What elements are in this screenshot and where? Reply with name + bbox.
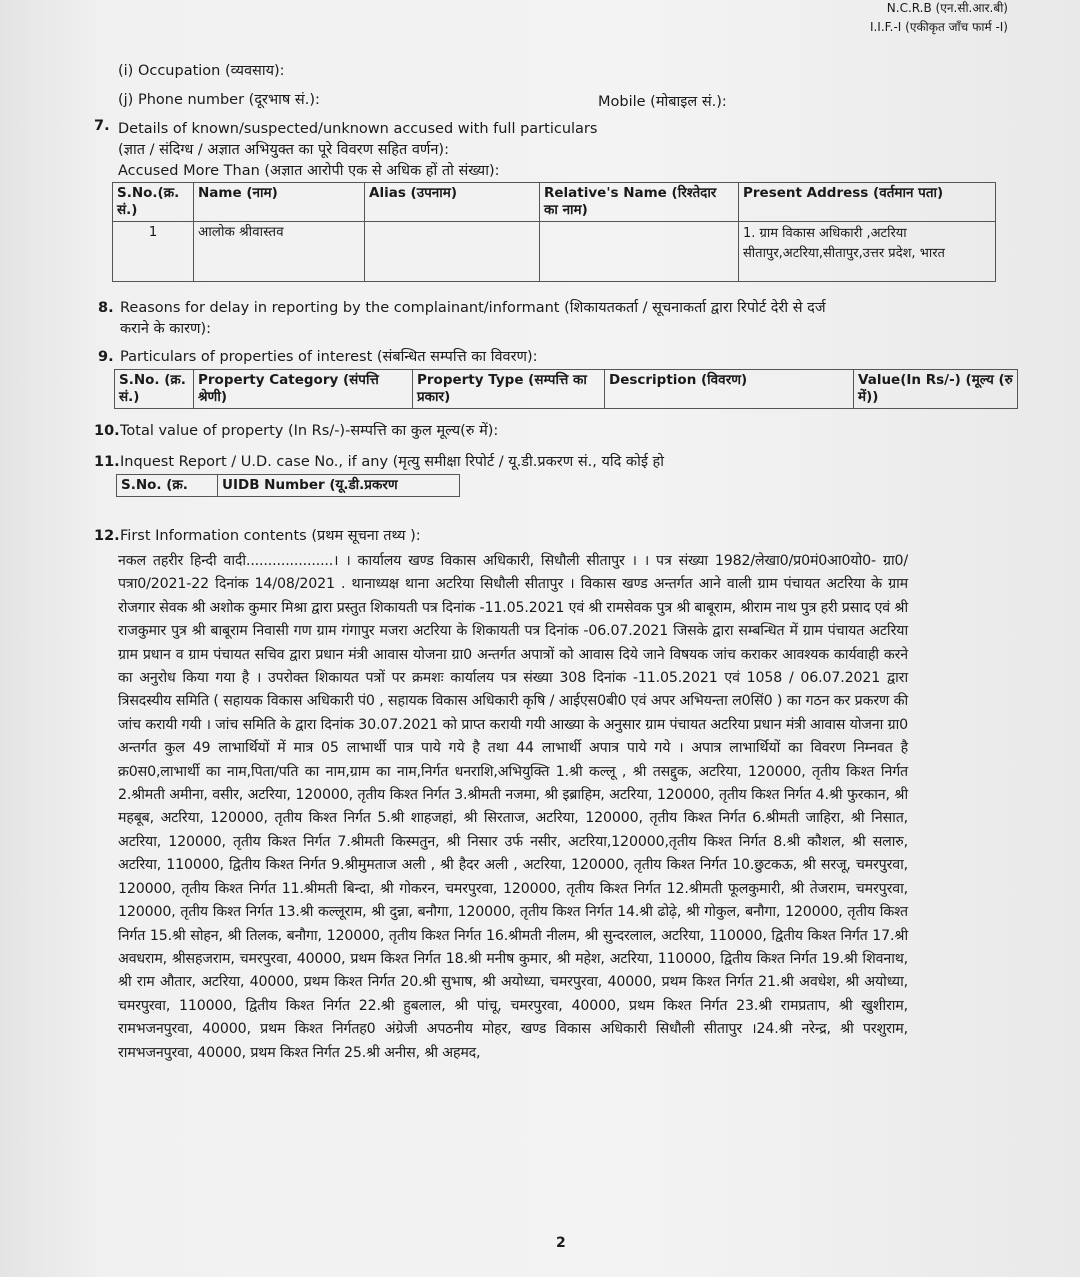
first-information-contents: नकल तहरीर हिन्दी वादी....................। । कार्यालय खण्ड विकास अधिकारी, सिधौली सीतापुर । । पत्र संख्या 1982/लेखा0/प्र0मं0आ0यो0- ग्रा0/पत्रा0/2021-22 दिनांक 14/08/2021 . थानाध्यक्ष थाना अटरिया सिधौली सीतापुर । विकास खण्ड अन्तर्गत आने वाली ग्राम पंचायत अटरिया के ग्राम रोजगार सेवक श्री अशोक कुमार मिश्रा द्वारा प्रस्तुत शिकायती पत्र दिनांक -11.05.2021 एवं श्री रामसेवक पुत्र श्री बाबूराम, श्रीराम नाथ पुत्र हरी प्रसाद एवं श्री राजकुमार पुत्र श्री बाबूराम निवासी गण ग्राम गंगापुर मजरा अटरिया के शिकायती पत्र दिनांक -06.07.2021 जिसके द्वारा सम्बन्धित में ग्राम पंचायत अटरिया ग्राम प्रधान व ग्राम पंचायत सचिव द्वारा प्रधान मंत्री आवास योजना ग्रा0 अन्तर्गत अपात्रों को आवास दिये जाने विषयक जांच कराकर आवश्यक कार्यवाही करने का अनुरोध किया गया है । उपरोक्त शिकायत पत्रों पर क्रमशः कार्यालय पत्र संख्या 308 दिनांक -11.05.2021 एवं 1058 / 06.07.2021 द्वारा त्रिसदस्यीय समिति ( सहायक विकास अधिकारी पं0 , सहायक विकास अधिकारी कृषि / आईएस0बी0 एवं अपर अभियन्ता ल0सिं0 ) का गठन कर प्रकरण की जांच करायी गयी । जांच समिति के द्वारा दिनांक 30.07.2021 को प्राप्त करायी गयी आख्या के अनुसार ग्राम पंचायत अटरिया प्रधान मंत्री आवास योजना ग्रा0 अन्तर्गत कुल 49 लाभार्थियों में मात्र 05 लाभार्थी पात्र पाये गये है तथा 44 लाभार्थी अपात्र पाये गये । अपात्र लाभार्थियों का विवरण निम्नवत है क्र0स0,लाभार्थी का नाम,पिता/पति का नाम,ग्राम का नाम,निर्गत धनराशि,अभियुक्ति 1.श्री कल्लू , श्री तसद्दुक, अटरिया, 120000, तृतीय किश्त निर्गत 2.श्रीमती अमीना, वसीर, अटरिया, 120000, तृतीय किश्त निर्गत 3.श्रीमती नजमा, श्री इब्राहिम, अटरिया, 120000, तृतीय किश्त निर्गत 4.श्री फुरकान, श्री महबूब, अटरिया, 120000, तृतीय किश्त निर्गत 5.श्री शाहजहां, श्री सिरताज, अटरिया, 120000, तृतीय किश्त निर्गत 6.श्रीमती जाहिरा, श्री निसात, अटरिया, 120000, तृतीय किश्त निर्गत 7.श्रीमती किस्मतुन, श्री निसार उर्फ नसीर, अटरिया,120000,तृतीय किश्त निर्गत 8.श्री कौशल, श्री सलारु, अटरिया, 110000, द्वितीय किश्त निर्गत 9.श्रीमुमताज अली , श्री हैदर अली , अटरिया, 120000, तृतीय किश्त निर्गत 10.छुटकऊ, श्री सरजू, चमरपुरवा, 120000, तृतीय किश्त निर्गत 11.श्रीमती बिन्दा, श्री गोकरन, चमरपुरवा, 120000, तृतीय किश्त निर्गत 12.श्रीमती फूलकुमारी, श्री तेजराम, चमरपुरवा, 120000, तृतीय किश्त निर्गत 13.श्री कल्लूराम, श्री दुन्ना, बनौगा, 120000, तृतीय किश्त निर्गत 14.श्री ढोढ़े, श्री गोकुल, बनौगा, 120000, तृतीय किश्त निर्गत 15.श्री सोहन, श्री तिलक, बनौगा, 120000, तृतीय किश्त निर्गत 16.श्रीमती नीलम, श्री सुन्दरलाल, अटरिया, 110000, द्वितीय किश्त निर्गत 17.श्री अवधराम, श्रीसहजराम, चमरपुरवा, 40000, प्रथम किश्त निर्गत 18.श्री मनीष कुमार, श्री महेश, अटरिया, 110000, द्वितीय किश्त निर्गत 19.श्री शिवनाथ, श्री राम औतार, अटरिया, 40000, प्रथम किश्त निर्गत 20.श्री सुभाष, श्री अयोध्या, चमरपुरवा, 40000, प्रथम किश्त निर्गत 21.श्री अवधेश, श्री अयोध्या, चमरपुरवा, 110000, द्वितीय किश्त निर्गत 22.श्री हुबलाल, श्री पांचू, चमरपुरवा, 40000, प्रथम किश्त निर्गत 23.श्री रामप्रताप, श्री खुशीराम, रामभजनपुरवा, 40000, प्रथम किश्त निर्गतह0 अंग्रेजी अपठनीय मोहर, खण्ड विकास अधिकारी सिधौली सीतापुर ।24.श्री नरेन्द्र, श्री परशुराम, रामभजनपुरवा, 40000, प्रथम किश्त निर्गत 25.श्री अनीस, श्री अहमद,	[118, 553, 908, 1061]
col-address: Present Address (वर्तमान पता)	[739, 183, 996, 222]
section-9-title: Particulars of properties of interest (संबन्धित सम्पत्ति का विवरण):	[120, 349, 538, 365]
prop-col-sno: S.No. (क्र. सं.)	[115, 370, 194, 409]
col-sno: S.No.(क्र. सं.)	[113, 183, 194, 222]
occupation-label: (i) Occupation (व्यवसाय):	[118, 63, 285, 79]
col-name: Name (नाम)	[194, 183, 365, 222]
section-11-title: Inquest Report / U.D. case No., if any (मृत्यु समीक्षा रिपोर्ट / यू.डी.प्रकरण सं., यदि कोई हो	[120, 454, 665, 470]
inquest-table	[116, 474, 460, 497]
section-9-number: 9.	[98, 349, 114, 365]
prop-col-type: Property Type (सम्पत्ति का प्रकार)	[413, 370, 605, 409]
phone-label: (j) Phone number (दूरभाष सं.):	[118, 92, 320, 108]
section-7-subtitle: (ज्ञात / संदिग्ध / अज्ञात अभियुक्त का पूरे विवरण सहित वर्णन):	[118, 142, 449, 158]
section-12-title: First Information contents (प्रथम सूचना तथ्य ):	[120, 528, 421, 544]
accused-more-than-label: Accused More Than (अज्ञात आरोपी एक से अधिक हों तो संख्या):	[118, 163, 500, 179]
accused-sno: 1	[113, 222, 194, 282]
accused-relative	[540, 222, 739, 282]
section-10-number: 10.	[94, 423, 120, 439]
col-relative: Relative's Name (रिश्तेदार का नाम)	[540, 183, 739, 222]
form-header-ncrb: N.C.R.B (एन.सी.आर.बी)	[886, 1, 1008, 15]
accused-name: आलोक श्रीवास्तव	[194, 222, 365, 282]
section-8-title: Reasons for delay in reporting by the complainant/informant (शिकायतकर्ता / सूचनाकर्ता द्वारा रिपोर्ट देरी से दर्ज	[120, 300, 826, 316]
accused-address: 1. ग्राम विकास अधिकारी ,अटरिया सीतापुर,अटरिया,सीतापुर,उत्तर प्रदेश, भारत	[739, 222, 996, 282]
section-11-number: 11.	[94, 454, 120, 470]
prop-col-value: Value(In Rs/-) (मूल्य (रु में))	[854, 370, 1018, 409]
property-table-header	[115, 370, 1018, 409]
table-row	[113, 222, 996, 282]
section-8-title-cont: कराने के कारण):	[120, 321, 212, 337]
mobile-label: Mobile (मोबाइल सं.):	[598, 94, 727, 110]
inquest-col-sno: S.No. (क्र.	[117, 475, 218, 497]
section-8-number: 8.	[98, 300, 114, 316]
prop-col-category: Property Category (संपत्ति श्रेणी)	[194, 370, 413, 409]
section-7-title: Details of known/suspected/unknown accused with full particulars	[118, 121, 598, 137]
accused-table-header	[113, 183, 996, 222]
col-alias: Alias (उपनाम)	[365, 183, 540, 222]
inquest-col-uidb: UIDB Number (यू.डी.प्रकरण	[218, 475, 460, 497]
section-12-number: 12.	[94, 528, 120, 544]
section-7-number: 7.	[94, 118, 110, 134]
accused-table	[112, 182, 996, 282]
property-table	[114, 369, 1018, 409]
form-header-iif: I.I.F.-I (एकीकृत जाँच फार्म -I)	[869, 20, 1008, 34]
accused-alias	[365, 222, 540, 282]
page-number: 2	[556, 1235, 566, 1251]
prop-col-description: Description (विवरण)	[605, 370, 854, 409]
inquest-table-header	[117, 475, 460, 497]
section-10-title: Total value of property (In Rs/-)-सम्पत्ति का कुल मूल्य(रु में):	[120, 423, 499, 439]
